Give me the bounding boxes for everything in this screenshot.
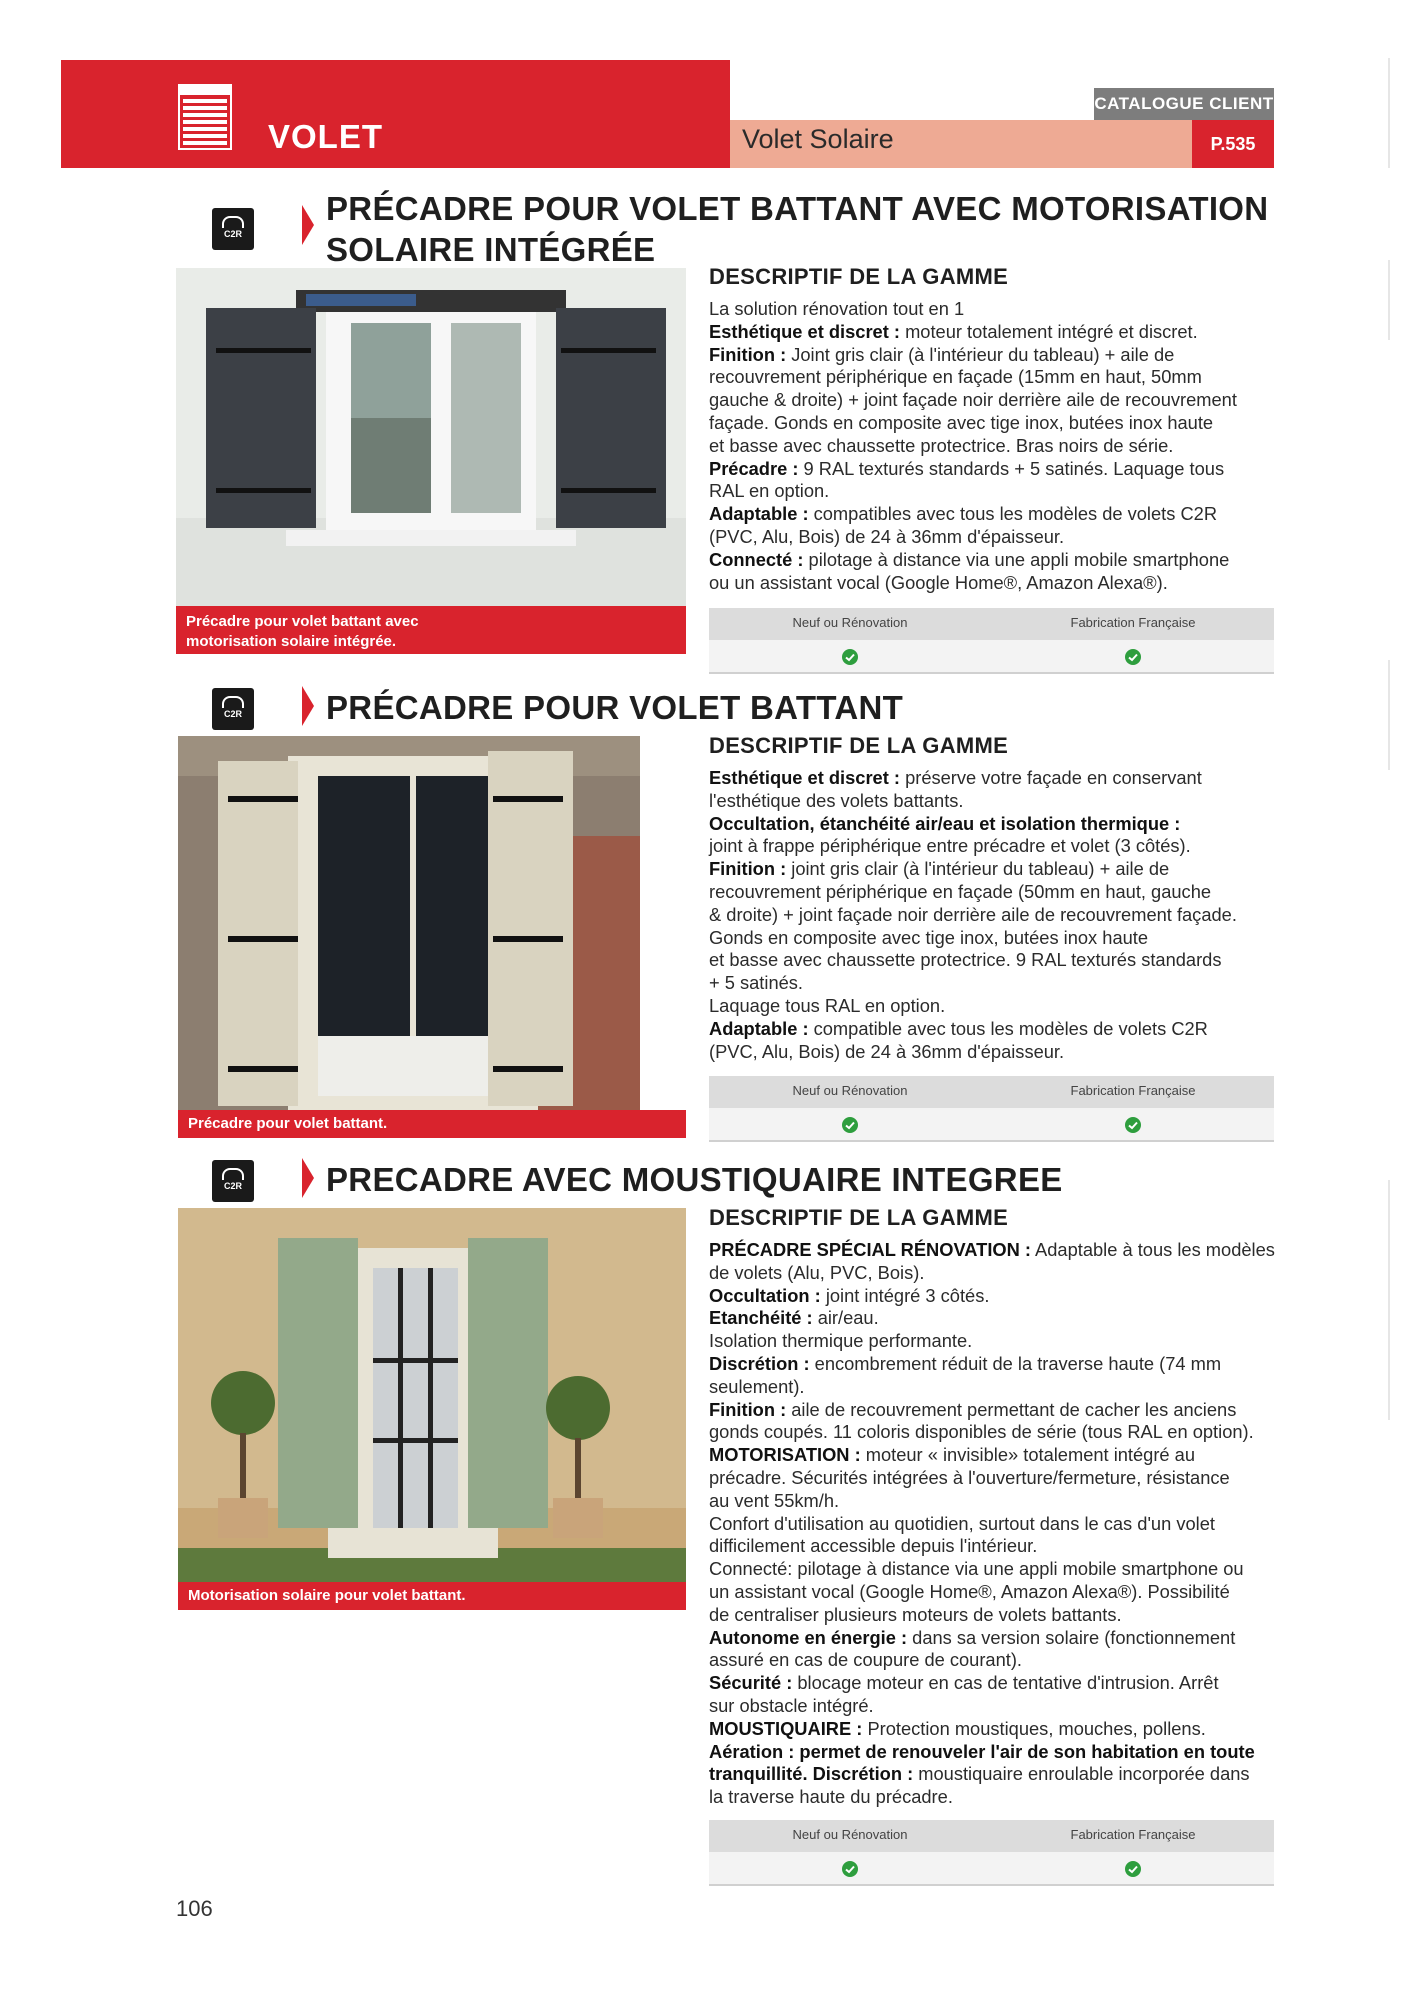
description-line: Connecté : pilotage à distance via une appli mobile smartphone	[709, 548, 1230, 570]
subcategory-title: Volet Solaire	[742, 124, 894, 154]
check-circle-icon	[1125, 649, 1141, 665]
category-title: VOLET	[268, 118, 384, 155]
section-title: PRECADRE AVEC MOUSTIQUAIRE INTEGREE	[326, 1161, 1063, 1198]
description-line: Occultation, étanchéité air/eau et isolation thermique :	[709, 812, 1181, 834]
description-line: ou un assistant vocal (Google Home®, Amazon Alexa®).	[709, 571, 1168, 593]
description-line: et basse avec chaussette protectrice. 9 RAL texturés standards	[709, 949, 1222, 971]
description-line: la traverse haute du précadre.	[709, 1786, 953, 1808]
description-line: gauche & droite) + joint façade noir derrière aile de recouvrement	[709, 389, 1237, 411]
header-band	[61, 60, 730, 168]
description-line: Esthétique et discret : moteur totalement intégré et discret.	[709, 320, 1198, 342]
brand-logo-icon	[222, 696, 244, 708]
page-edge-line	[1388, 660, 1390, 770]
description-line: & droite) + joint façade noir derrière aile de recouvrement façade.	[709, 903, 1237, 925]
feature-label-new-or-renovation: Neuf ou Rénovation	[792, 1083, 908, 1098]
photo-caption: Précadre pour volet battant.	[178, 1110, 686, 1138]
feature-label-french-made: Fabrication Française	[1070, 1083, 1196, 1098]
description-line: Gonds en composite avec tige inox, butées inox haute	[709, 926, 1149, 948]
description-line: précadre. Sécurités intégrées à l'ouverture/fermeture, résistance	[709, 1466, 1230, 1488]
description-line: Adaptable : compatible avec tous les modèles de volets C2R	[709, 1017, 1208, 1039]
product-photo	[176, 268, 686, 606]
description-line: Aération : permet de renouveler l'air de son habitation en toute	[709, 1740, 1255, 1762]
page-edge-line	[1388, 260, 1390, 340]
feature-label-new-or-renovation: Neuf ou Rénovation	[792, 1827, 908, 1842]
page-edge-line	[1388, 58, 1390, 168]
description-line: (PVC, Alu, Bois) de 24 à 36mm d'épaisseur.	[709, 525, 1065, 547]
description-line: et basse avec chaussette protectrice. Bras noirs de série.	[709, 434, 1174, 456]
description-text	[709, 767, 1289, 1063]
product-photo	[178, 736, 640, 1110]
description-line: Finition : Joint gris clair (à l'intérieur du tableau) + aile de	[709, 343, 1175, 365]
feature-table	[709, 1076, 1274, 1142]
description-line: façade. Gonds en composite avec tige inox, butées inox haute	[709, 411, 1214, 433]
description-line: recouvrement périphérique en façade (50mm en haut, gauche	[709, 880, 1212, 902]
feature-label-french-made: Fabrication Française	[1070, 615, 1196, 630]
photo-caption: Précadre pour volet battant avec motorisation solaire intégrée.	[176, 606, 686, 654]
chevron-right-icon	[302, 686, 314, 726]
description-line: l'esthétique des volets battants.	[709, 789, 964, 811]
description-line: de centraliser plusieurs moteurs de volets battants.	[709, 1603, 1122, 1625]
description-line: difficilement accessible depuis l'intérieur.	[709, 1535, 1038, 1557]
page-reference: P.535	[1192, 120, 1274, 168]
feature-table-body	[709, 1108, 1274, 1142]
catalog-label: CATALOGUE CLIENT	[1094, 88, 1274, 120]
photo-caption: Motorisation solaire pour volet battant.	[178, 1582, 686, 1610]
shutter-icon	[178, 84, 232, 150]
description-line: Connecté: pilotage à distance via une appli mobile smartphone ou	[709, 1558, 1244, 1580]
brand-logo-icon	[222, 216, 244, 228]
page-number: 106	[176, 1896, 213, 1921]
description-line: Finition : joint gris clair (à l'intérieur du tableau) + aile de	[709, 858, 1170, 880]
page-edge-line	[1388, 1180, 1390, 1420]
section-title: PRÉCADRE POUR VOLET BATTANT AVEC MOTORISATION SOLAIRE INTÉGRÉE	[326, 190, 1269, 268]
feature-table	[709, 1820, 1274, 1886]
feature-table	[709, 608, 1274, 674]
description-line: RAL en option.	[709, 480, 830, 502]
description-line: Isolation thermique performante.	[709, 1330, 973, 1352]
description-line: Finition : aile de recouvrement permettant de cacher les anciens	[709, 1398, 1237, 1420]
description-line: + 5 satinés.	[709, 972, 804, 994]
brand-badge: C2R	[212, 688, 254, 730]
description-heading: DESCRIPTIF DE LA GAMME	[709, 264, 1009, 289]
description-line: au vent 55km/h.	[709, 1489, 840, 1511]
description-line: Confort d'utilisation au quotidien, surtout dans le cas d'un volet	[709, 1512, 1215, 1534]
description-line: gonds coupés. 11 coloris disponibles de série (tous RAL en option).	[709, 1421, 1254, 1443]
description-line: Discrétion : encombrement réduit de la traverse haute (74 mm	[709, 1352, 1222, 1374]
description-line: seulement).	[709, 1375, 805, 1397]
description-line: Précadre : 9 RAL texturés standards + 5 satinés. Laquage tous	[709, 457, 1225, 479]
feature-label-french-made: Fabrication Française	[1070, 1827, 1196, 1842]
check-circle-icon	[1125, 1117, 1141, 1133]
description-line: Adaptable : compatibles avec tous les modèles de volets C2R	[709, 503, 1218, 525]
description-line: (PVC, Alu, Bois) de 24 à 36mm d'épaisseur.	[709, 1040, 1065, 1062]
description-line: Sécurité : blocage moteur en cas de tentative d'intrusion. Arrêt	[709, 1672, 1219, 1694]
description-heading: DESCRIPTIF DE LA GAMME	[709, 1205, 1009, 1230]
check-circle-icon	[1125, 1861, 1141, 1877]
description-line: MOTORISATION : moteur « invisible» totalement intégré au	[709, 1444, 1196, 1466]
description-line: Etanchéité : air/eau.	[709, 1307, 879, 1329]
description-text	[709, 298, 1289, 594]
brand-badge: C2R	[212, 1160, 254, 1202]
check-circle-icon	[842, 649, 858, 665]
description-line: un assistant vocal (Google Home®, Amazon Alexa®). Possibilité	[709, 1580, 1230, 1602]
section-title: PRÉCADRE POUR VOLET BATTANT	[326, 689, 904, 726]
description-line: joint à frappe périphérique entre précadre et volet (3 côtés).	[709, 835, 1191, 857]
chevron-right-icon	[302, 1158, 314, 1198]
description-line: assuré en cas de coupure de courant).	[709, 1649, 1023, 1671]
feature-table-body	[709, 640, 1274, 674]
description-line: tranquillité. Discrétion : moustiquaire enroulable incorporée dans	[709, 1763, 1250, 1785]
check-circle-icon	[842, 1117, 858, 1133]
brand-badge: C2R	[212, 208, 254, 250]
description-line: recouvrement périphérique en façade (15mm en haut, 50mm	[709, 366, 1202, 388]
brand-logo-icon	[222, 1168, 244, 1180]
feature-table-body	[709, 1852, 1274, 1886]
description-heading: DESCRIPTIF DE LA GAMME	[709, 733, 1009, 758]
description-line: sur obstacle intégré.	[709, 1694, 874, 1716]
product-photo	[178, 1208, 686, 1582]
description-line: PRÉCADRE SPÉCIAL RÉNOVATION : Adaptable à tous les modèles	[709, 1239, 1275, 1260]
chevron-right-icon	[302, 205, 314, 245]
description-line: Laquage tous RAL en option.	[709, 994, 946, 1016]
description-line: de volets (Alu, PVC, Bois).	[709, 1261, 925, 1283]
description-line: La solution rénovation tout en 1	[709, 298, 965, 319]
check-circle-icon	[842, 1861, 858, 1877]
description-line: Occultation : joint intégré 3 côtés.	[709, 1284, 990, 1306]
description-text	[709, 1239, 1289, 1809]
feature-label-new-or-renovation: Neuf ou Rénovation	[792, 615, 908, 630]
description-line: Autonome en énergie : dans sa version solaire (fonctionnement	[709, 1626, 1236, 1648]
description-line: Esthétique et discret : préserve votre façade en conservant	[709, 767, 1202, 788]
description-line: MOUSTIQUAIRE : Protection moustiques, mouches, pollens.	[709, 1717, 1206, 1739]
